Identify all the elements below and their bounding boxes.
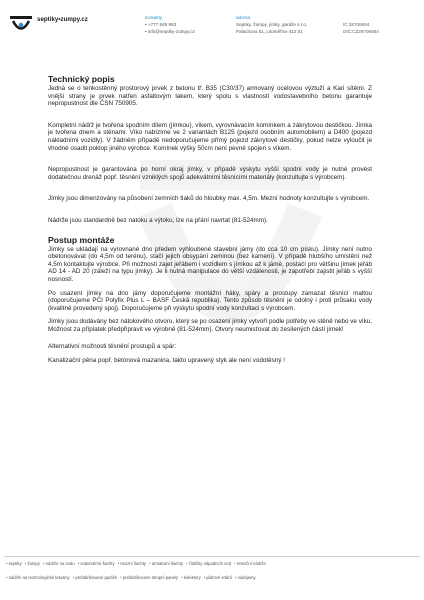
paragraph-watertightness: Nepropustnost je garantována po horní okraj jímky, v případě výskytu vyšší spodní vody je nutné provést dodatečnou drenáž popř. těsnění vzniklých spojů adekvátními těsnícími materiály (konzultujte s výrobcem).	[48, 166, 372, 181]
phone-number[interactable]: • +777 848 993	[145, 21, 195, 28]
footer-link[interactable]: • nádrže na vodu	[43, 561, 75, 566]
paragraph-placement: Jímky se ukládají na vyrovnané dno předem vyhloubené stavební jámy (do cca 10 cm písku). Jímky není nutno obetonovávat (do 4,5m od terénu), stačí jejich obsypání zeminou (bez kamení). V případě hlubšího umístění než 4,5m kontaktujte výrobce. Při možnosti zajet jeřábem i vozidlem s jímkou až k jámě, postačí pro většinu jímek jeřáb AD 14 - AD 20 (záleží na typu jímky). Je li nutná manipulace do větší vzdálenosti, je zapotřebí zajistit jeřáb s vyšší nosností.	[48, 245, 372, 283]
logo-text: septiky•zumpy.cz	[37, 16, 88, 23]
footer-link[interactable]: • revizní šachty	[118, 561, 146, 566]
footer-link[interactable]: • jádrové vrtání	[204, 575, 232, 580]
footer-link[interactable]: • žumpy	[25, 561, 40, 566]
paragraph-assembly: Kompletní nádrž je tvořena spodním dílem (jímkou), víkem, vyrovnávacím komínkem a zákrytovou destičkou. Jímka je tvořena dnem a stěnami. Víko nabízíme ve 2 variantách B125 (pojezd osobním automobilem) a D400 (pojezd nákladními vozidly). V žádném případě nedoporučujeme přímý pojezd zákrytové destičky, pokud nelze vyloučit je vhodné osadit poklop jiného výrobce. Komínek výšky 50cm není pevně spojen s víkem.	[48, 121, 372, 152]
footer-link[interactable]: • vodojemy	[235, 575, 256, 580]
footer-links-row2	[0, 575, 424, 580]
page-header	[0, 0, 424, 50]
heading-installation: Postup montáže	[48, 234, 115, 245]
paragraph-openings: Jímky jsou dodávány bez nátokového otvoru, který se po osazení jímky vytvoří podle potřeby ve stěně nebo ve víku. Možnost za příplatek předpřipravit ve výrobně (81-524mm). Otvory neumisťovat do zesílených částí jímek!	[48, 318, 372, 333]
heading-technical: Technický popis	[48, 74, 115, 84]
footer-link[interactable]: • vodoměrné šachty	[78, 561, 115, 566]
paragraph-dimensioning: Jímky jsou dimenzovány na působení zemních tlaků do hloubky max. 4,5m. Mezní hodnoty konzultujte s výrobcem.	[48, 195, 370, 203]
paragraph-material: Jedná se o tenkostěnný prostorový prvek z betonu tř. B35 (C30/37) armovaný ocelovou výztuží a Kari sítěmi. Z vnější strany je prvek natřen asfaltovým lakem, který spolu s vlastností vodostavebního betonu garantuje nepropustnost dle ČSN 750905.	[48, 85, 372, 108]
email-address[interactable]: • info@septiky-zumpy.cz	[145, 28, 195, 35]
footer-link[interactable]: • prefabrikované stropní panely	[120, 575, 178, 580]
footer-link[interactable]: • septiky	[6, 561, 22, 566]
address-line1: Septiky, žumpy, jímky, garáže s.r.o.	[236, 22, 308, 27]
footer-link[interactable]: • čističky odpadních vod	[186, 561, 231, 566]
paragraph-alternatives: Alternativní možnosti těsnění prostupů a spár:	[48, 343, 177, 351]
contact-block	[145, 14, 195, 35]
dic-number: DIČ:CZ28706684	[343, 29, 379, 34]
address-label: adresa	[236, 15, 251, 20]
address-line2: Palachova 51, Litoměřice 412 01	[236, 29, 303, 34]
footer-link[interactable]: • retenční nádrže	[234, 561, 266, 566]
paragraph-foam: Kanalizační pěna popř. betonová mazanina, takto upravený styk ale není vodotěsný !	[48, 357, 285, 365]
footer-link[interactable]: • prefabrikované garáže	[73, 575, 117, 580]
page-footer	[0, 556, 424, 580]
paragraph-inlet-outlet: Nádrže jsou standardně bez natoku a výtoku, lze na přání navrtat (81-524mm).	[48, 216, 268, 224]
footer-link[interactable]: • armaturní šachty	[149, 561, 183, 566]
ic-number: IČ:28706684	[343, 22, 370, 27]
company-ids	[343, 14, 379, 35]
paragraph-sealing: Po usazení jímky na dno jámy doporučujeme montážní háky, spáry a prostupy zamazat těsnící maltou (doporučujeme PCI Polyfix Plus L – BASF Česká republika). Tento způsob těsnění je odolný i proti průsaku vody (kvalitně provedený spoj). Doporučujeme při výskytu spodní vody konzultaci s výrobcem.	[48, 289, 372, 312]
address-block	[236, 14, 307, 35]
footer-link[interactable]: • kolektory	[181, 575, 200, 580]
footer-divider	[4, 556, 420, 557]
contact-label: kontakty	[145, 15, 163, 20]
footer-links-row1	[0, 561, 424, 566]
main-content	[48, 74, 372, 365]
logo-icon	[10, 14, 32, 36]
footer-link[interactable]: • nádrže na technologické tekutiny	[6, 575, 70, 580]
